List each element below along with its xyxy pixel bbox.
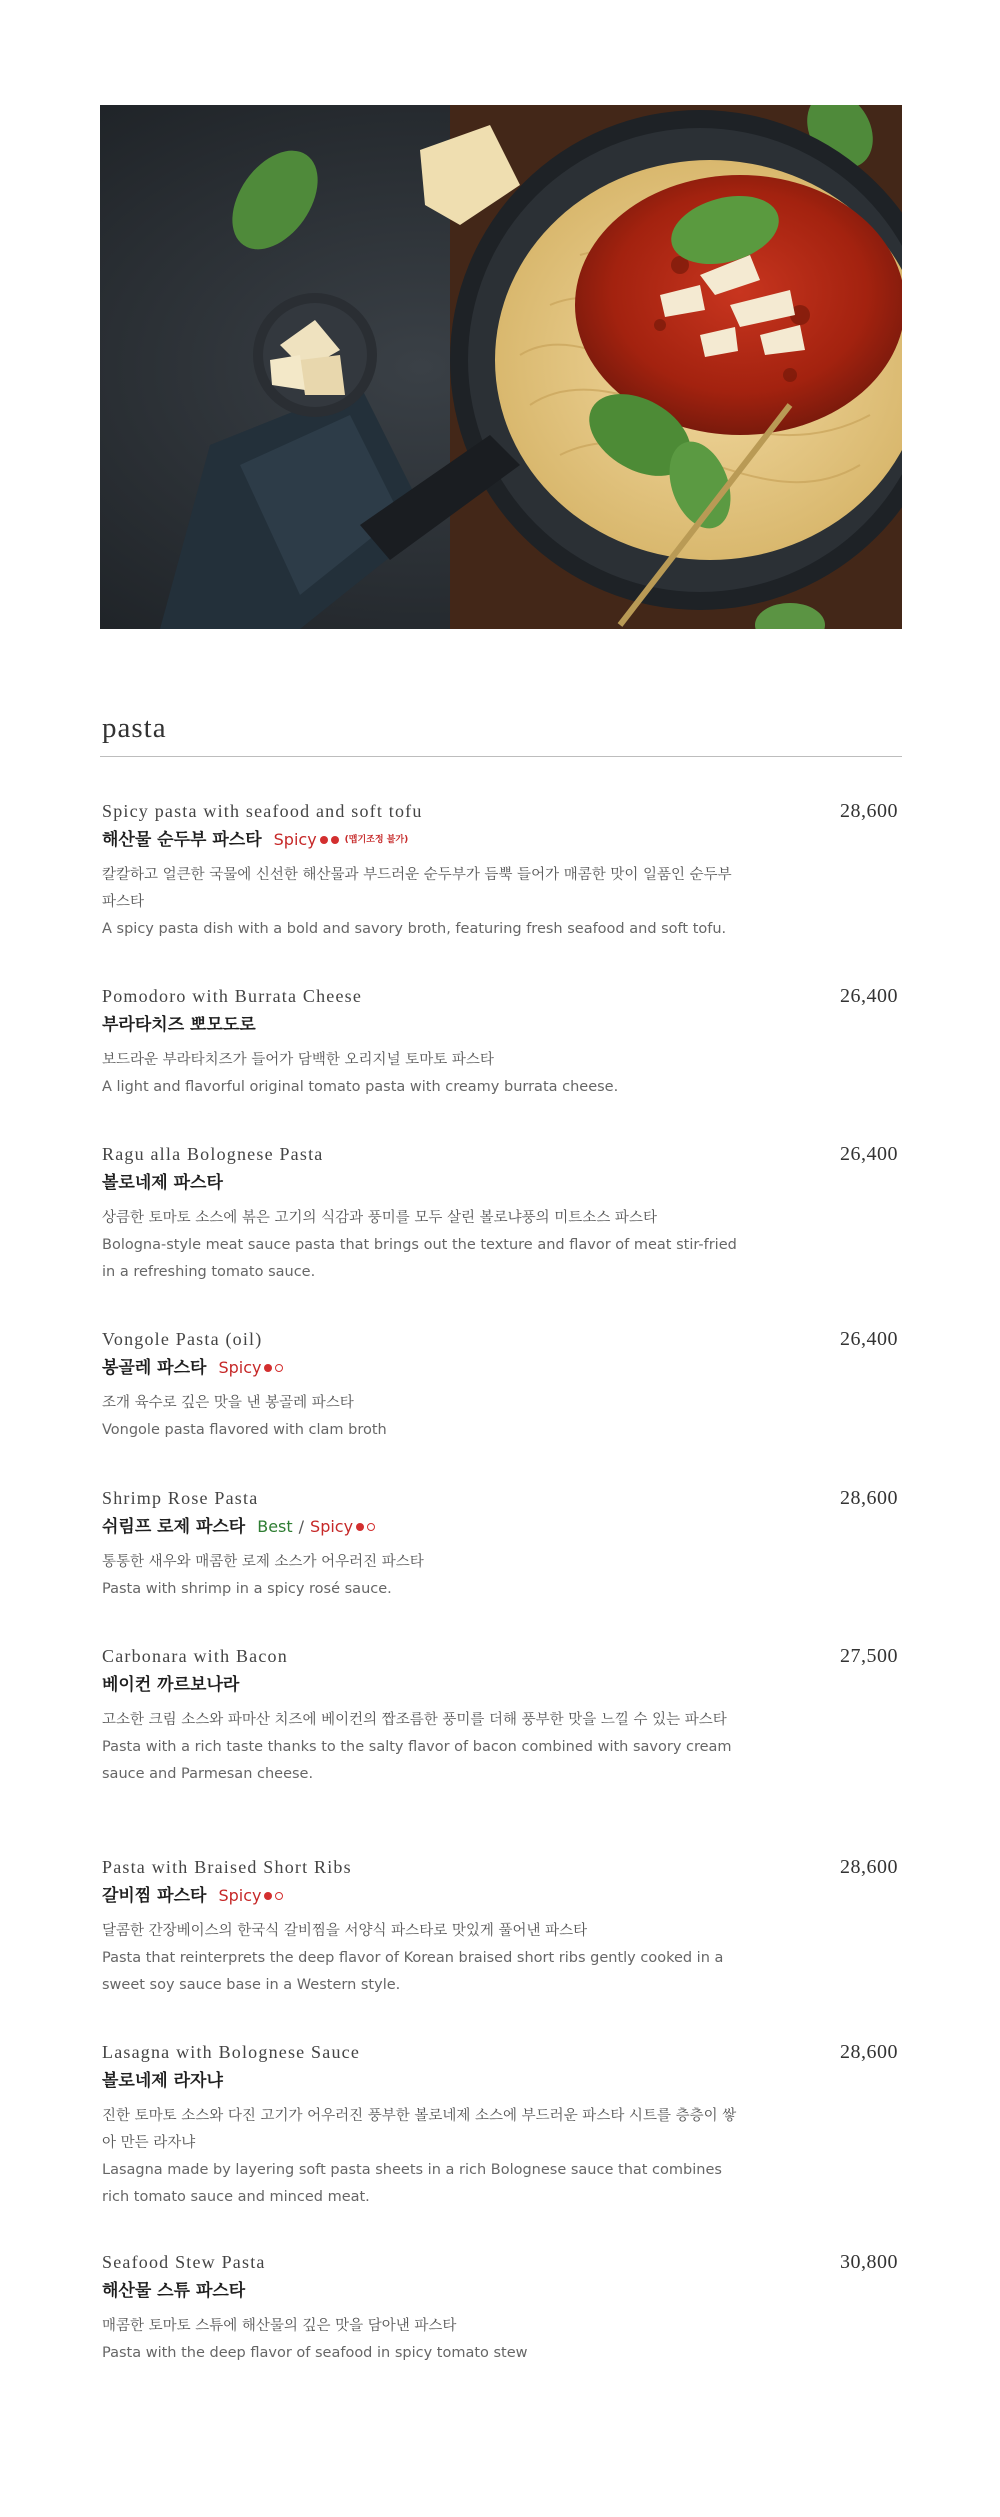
spicy-label: Spicy	[218, 1358, 262, 1377]
item-korean-name-row	[102, 1171, 902, 1195]
item-description	[102, 1390, 742, 1444]
spicy-dot-icon	[320, 836, 328, 844]
item-description-en: Pasta that reinterprets the deep flavor of Korean braised short ribs gently cooked in a sweet soy sauce base in a Western style.	[102, 1950, 724, 1993]
spicy-label: Spicy	[218, 1886, 262, 1905]
item-english-name: Spicy pasta with seafood and soft tofu	[102, 801, 423, 821]
item-description-en: A light and flavorful original tomato pasta with creamy burrata cheese.	[102, 1079, 619, 1095]
best-spicy-tag	[257, 1515, 375, 1539]
item-description-en: Pasta with the deep flavor of seafood in spicy tomato stew	[102, 2345, 528, 2361]
item-description	[102, 1707, 742, 1788]
item-description-ko: 진한 토마토 소스와 다진 고기가 어우러진 풍부한 볼로네제 소스에 부드러운 파스타 시트를 층층이 쌓아 만든 라자냐	[102, 2108, 737, 2151]
item-description	[102, 1918, 742, 1999]
item-description-ko: 보드라운 부라타치즈가 들어가 담백한 오리지널 토마토 파스타	[102, 1052, 494, 1068]
item-description-ko: 칼칼하고 얼큰한 국물에 신선한 해산물과 부드러운 순두부가 듬뿍 들어가 매콤한 맛이 일품인 순두부 파스타	[102, 867, 732, 910]
menu-item	[102, 2251, 902, 2367]
item-korean-name: 쉬림프 로제 파스타	[102, 1517, 246, 1537]
menu-item	[102, 1856, 902, 1999]
spicy-dot-empty-icon	[275, 1364, 283, 1372]
item-description	[102, 1205, 742, 1286]
item-description-en: Pasta with shrimp in a spicy rosé sauce.	[102, 1581, 392, 1597]
item-korean-name-row	[102, 2069, 902, 2093]
item-korean-name-row	[102, 1515, 902, 1539]
section-title: pasta	[102, 712, 167, 744]
item-description-ko: 조개 육수로 깊은 맛을 낸 봉골레 파스타	[102, 1395, 354, 1411]
item-english-name: Ragu alla Bolognese Pasta	[102, 1144, 324, 1164]
spicy-dot-icon	[331, 836, 339, 844]
item-english-name: Carbonara with Bacon	[102, 1646, 288, 1666]
item-korean-name: 부라타치즈 뽀모도로	[102, 1015, 256, 1035]
item-price: 26,400	[840, 1143, 898, 1165]
item-price: 30,800	[840, 2251, 898, 2273]
item-price: 28,600	[840, 1487, 898, 1509]
menu-item	[102, 985, 902, 1101]
item-korean-name: 갈비찜 파스타	[102, 1886, 207, 1906]
item-korean-name-row	[102, 1356, 902, 1380]
item-description-ko: 통통한 새우와 매콤한 로제 소스가 어우러진 파스타	[102, 1554, 424, 1570]
item-english-name: Vongole Pasta (oil)	[102, 1329, 263, 1349]
item-korean-name: 해산물 순두부 파스타	[102, 830, 262, 850]
menu-item	[102, 1487, 902, 1603]
item-price: 26,400	[840, 1328, 898, 1350]
item-description-en: A spicy pasta dish with a bold and savory broth, featuring fresh seafood and soft tofu.	[102, 921, 727, 937]
spicy-dot-icon	[264, 1892, 272, 1900]
item-price: 28,600	[840, 1856, 898, 1878]
spicy-dot-icon	[264, 1364, 272, 1372]
item-korean-name-row	[102, 1884, 902, 1908]
item-korean-name: 베이컨 까르보나라	[102, 1675, 240, 1695]
item-english-name: Pasta with Braised Short Ribs	[102, 1857, 352, 1877]
item-english-name: Pomodoro with Burrata Cheese	[102, 986, 363, 1006]
tag-separator: /	[298, 1517, 305, 1536]
item-price: 27,500	[840, 1645, 898, 1667]
item-description	[102, 2313, 742, 2367]
menu-item	[102, 800, 902, 943]
item-description-en: Pasta with a rich taste thanks to the salty flavor of bacon combined with savory cream sauce and Parmesan cheese.	[102, 1739, 732, 1782]
item-english-name: Seafood Stew Pasta	[102, 2252, 266, 2272]
spicy-dot-empty-icon	[367, 1523, 375, 1531]
spicy-label: Spicy	[310, 1517, 354, 1536]
menu-item	[102, 1143, 902, 1286]
spicy-tag	[218, 1356, 283, 1380]
item-description	[102, 2103, 742, 2211]
item-english-name: Lasagna with Bolognese Sauce	[102, 2042, 361, 2062]
spicy-tag	[274, 828, 339, 852]
spicy-dot-empty-icon	[275, 1892, 283, 1900]
spicy-note: (맵기조정 불가)	[344, 835, 409, 845]
item-korean-name-row	[102, 828, 902, 852]
item-description-en: Bologna-style meat sauce pasta that brings out the texture and flavor of meat stir-fried in a refreshing tomato sauce.	[102, 1237, 737, 1280]
item-korean-name: 해산물 스튜 파스타	[102, 2281, 246, 2301]
item-description	[102, 1047, 742, 1101]
item-korean-name: 봉골레 파스타	[102, 1358, 207, 1378]
item-korean-name-row	[102, 1673, 902, 1697]
item-price: 28,600	[840, 2041, 898, 2063]
item-description	[102, 862, 742, 943]
item-korean-name-row	[102, 2279, 902, 2303]
item-price: 26,400	[840, 985, 898, 1007]
item-description	[102, 1549, 742, 1603]
item-price: 28,600	[840, 800, 898, 822]
item-korean-name: 볼로네제 라자냐	[102, 2071, 223, 2091]
item-description-en: Lasagna made by layering soft pasta sheets in a rich Bolognese sauce that combines rich tomato sauce and minced meat.	[102, 2162, 722, 2205]
item-description-ko: 고소한 크림 소스와 파마산 치즈에 베이컨의 짭조름한 풍미를 더해 풍부한 맛을 느낄 수 있는 파스타	[102, 1712, 727, 1728]
spicy-tag	[218, 1884, 283, 1908]
menu-item	[102, 1328, 902, 1444]
best-label: Best	[257, 1517, 293, 1536]
item-description-en: Vongole pasta flavored with clam broth	[102, 1422, 387, 1438]
item-description-ko: 달콤한 간장베이스의 한국식 갈비찜을 서양식 파스타로 맛있게 풀어낸 파스타	[102, 1923, 588, 1939]
item-english-name: Shrimp Rose Pasta	[102, 1488, 259, 1508]
item-korean-name: 볼로네제 파스타	[102, 1173, 223, 1193]
menu-item	[102, 2041, 902, 2211]
menu-item	[102, 1645, 902, 1788]
item-description-ko: 상큼한 토마토 소스에 볶은 고기의 식감과 풍미를 모두 살린 볼로냐풍의 미트소스 파스타	[102, 1210, 657, 1226]
spicy-label: Spicy	[273, 830, 317, 849]
item-korean-name-row	[102, 1013, 902, 1037]
item-description-ko: 매콤한 토마토 스튜에 해산물의 깊은 맛을 담아낸 파스타	[102, 2318, 457, 2334]
spicy-dot-icon	[356, 1523, 364, 1531]
